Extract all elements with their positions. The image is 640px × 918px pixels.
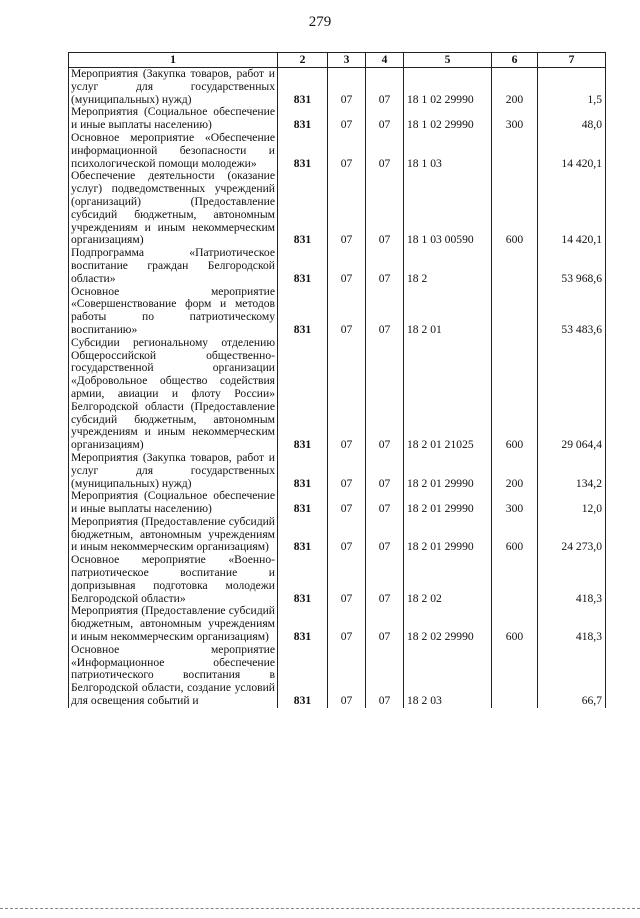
table-row (69, 516, 606, 554)
row-name: Мероприятия (Социальное обеспечение и иные выплаты населению) (69, 106, 278, 132)
row-code: 831 (278, 170, 328, 247)
row-code: 831 (278, 337, 328, 452)
row-amount: 53 483,6 (538, 286, 606, 337)
row-target: 18 2 (404, 247, 492, 285)
row-code: 831 (278, 132, 328, 170)
row-name: Субсидии региональному отделению Общероссийской общественно-государственной организации «Добровольное общество содействия армии, авиации и флоту России» Белгородской области (Предоставление субсидий бюджетным, автономным учреждениям и иным некоммерческим организациям) (69, 337, 278, 452)
row-subsection: 07 (366, 644, 404, 708)
row-expense: 600 (492, 516, 538, 554)
row-subsection: 07 (366, 516, 404, 554)
table-row (69, 247, 606, 285)
table-row (69, 337, 606, 452)
table-row (69, 452, 606, 490)
row-subsection: 07 (366, 554, 404, 605)
row-amount: 48,0 (538, 106, 606, 132)
row-code: 831 (278, 286, 328, 337)
table-row (69, 170, 606, 247)
column-header: 1 (69, 53, 278, 68)
column-header: 6 (492, 53, 538, 68)
row-section: 07 (328, 605, 366, 643)
column-header: 5 (404, 53, 492, 68)
row-code: 831 (278, 452, 328, 490)
row-target: 18 1 02 29990 (404, 106, 492, 132)
row-name: Мероприятия (Закупка товаров, работ и услуг для государственных (муниципальных) нужд) (69, 452, 278, 490)
row-code: 831 (278, 106, 328, 132)
row-section: 07 (328, 286, 366, 337)
row-target: 18 2 01 29990 (404, 490, 492, 516)
row-subsection: 07 (366, 106, 404, 132)
column-header: 7 (538, 53, 606, 68)
row-name: Основное мероприятие «Информационное обеспечение патриотического воспитания в Белгородской области, создание условий для освещения событий и (69, 644, 278, 708)
row-amount: 29 064,4 (538, 337, 606, 452)
row-expense (492, 286, 538, 337)
row-expense: 600 (492, 170, 538, 247)
table-header-row (69, 53, 606, 68)
row-target: 18 2 01 29990 (404, 516, 492, 554)
row-expense: 200 (492, 452, 538, 490)
row-code: 831 (278, 247, 328, 285)
table-row (69, 68, 606, 107)
row-section: 07 (328, 337, 366, 452)
column-header: 3 (328, 53, 366, 68)
column-header: 2 (278, 53, 328, 68)
table-row (69, 554, 606, 605)
row-target: 18 1 03 (404, 132, 492, 170)
row-name: Мероприятия (Предоставление субсидий бюджетным, автономным учреждениям и иным некоммерческим организациям) (69, 605, 278, 643)
row-name: Основное мероприятие «Военно-патриотическое воспитание и допризывная подготовка молодежи Белгородской области» (69, 554, 278, 605)
row-subsection: 07 (366, 132, 404, 170)
row-expense: 200 (492, 68, 538, 107)
row-amount: 418,3 (538, 554, 606, 605)
row-expense (492, 554, 538, 605)
page-number: 279 (308, 14, 332, 30)
row-section: 07 (328, 452, 366, 490)
row-target: 18 2 03 (404, 644, 492, 708)
budget-table (68, 52, 606, 708)
row-subsection: 07 (366, 490, 404, 516)
row-code: 831 (278, 644, 328, 708)
table-row (69, 106, 606, 132)
row-target: 18 2 02 (404, 554, 492, 605)
row-name: Обеспечение деятельности (оказание услуг) подведомственных учреждений (организаций) (Предоставление субсидий бюджетным, автономным учреждениям и иным некоммерческим организациям) (69, 170, 278, 247)
row-amount: 24 273,0 (538, 516, 606, 554)
row-subsection: 07 (366, 605, 404, 643)
table-row (69, 286, 606, 337)
row-section: 07 (328, 554, 366, 605)
row-expense: 300 (492, 490, 538, 516)
table-row (69, 490, 606, 516)
row-section: 07 (328, 68, 366, 107)
row-section: 07 (328, 106, 366, 132)
row-amount: 66,7 (538, 644, 606, 708)
row-section: 07 (328, 132, 366, 170)
row-name: Мероприятия (Социальное обеспечение и иные выплаты населению) (69, 490, 278, 516)
row-name: Основное мероприятие «Обеспечение информационной безопасности и психологической помощи молодежи» (69, 132, 278, 170)
row-amount: 14 420,1 (538, 132, 606, 170)
column-header: 4 (366, 53, 404, 68)
row-subsection: 07 (366, 247, 404, 285)
row-amount: 12,0 (538, 490, 606, 516)
row-target: 18 2 01 (404, 286, 492, 337)
row-code: 831 (278, 605, 328, 643)
row-section: 07 (328, 516, 366, 554)
table-row (69, 644, 606, 708)
row-subsection: 07 (366, 68, 404, 107)
row-section: 07 (328, 170, 366, 247)
row-target: 18 1 03 00590 (404, 170, 492, 247)
row-target: 18 2 01 29990 (404, 452, 492, 490)
row-subsection: 07 (366, 337, 404, 452)
row-expense (492, 644, 538, 708)
table-row (69, 132, 606, 170)
row-expense: 600 (492, 605, 538, 643)
row-section: 07 (328, 247, 366, 285)
row-amount: 1,5 (538, 68, 606, 107)
row-name: Мероприятия (Предоставление субсидий бюджетным, автономным учреждениям и иным некоммерческим организациям) (69, 516, 278, 554)
row-subsection: 07 (366, 170, 404, 247)
row-section: 07 (328, 644, 366, 708)
row-amount: 14 420,1 (538, 170, 606, 247)
row-expense: 600 (492, 337, 538, 452)
row-name: Основное мероприятие «Совершенствование форм и методов работы по патриотическому воспитанию» (69, 286, 278, 337)
row-expense (492, 132, 538, 170)
page-bottom-divider (0, 908, 640, 910)
row-code: 831 (278, 554, 328, 605)
row-code: 831 (278, 68, 328, 107)
row-target: 18 2 02 29990 (404, 605, 492, 643)
row-expense (492, 247, 538, 285)
table-row (69, 605, 606, 643)
row-subsection: 07 (366, 286, 404, 337)
row-expense: 300 (492, 106, 538, 132)
row-target: 18 2 01 21025 (404, 337, 492, 452)
row-amount: 134,2 (538, 452, 606, 490)
row-code: 831 (278, 516, 328, 554)
row-code: 831 (278, 490, 328, 516)
row-amount: 53 968,6 (538, 247, 606, 285)
row-section: 07 (328, 490, 366, 516)
row-amount: 418,3 (538, 605, 606, 643)
row-name: Подпрограмма «Патриотическое воспитание граждан Белгородской области» (69, 247, 278, 285)
row-target: 18 1 02 29990 (404, 68, 492, 107)
row-name: Мероприятия (Закупка товаров, работ и услуг для государственных (муниципальных) нужд) (69, 68, 278, 107)
row-subsection: 07 (366, 452, 404, 490)
